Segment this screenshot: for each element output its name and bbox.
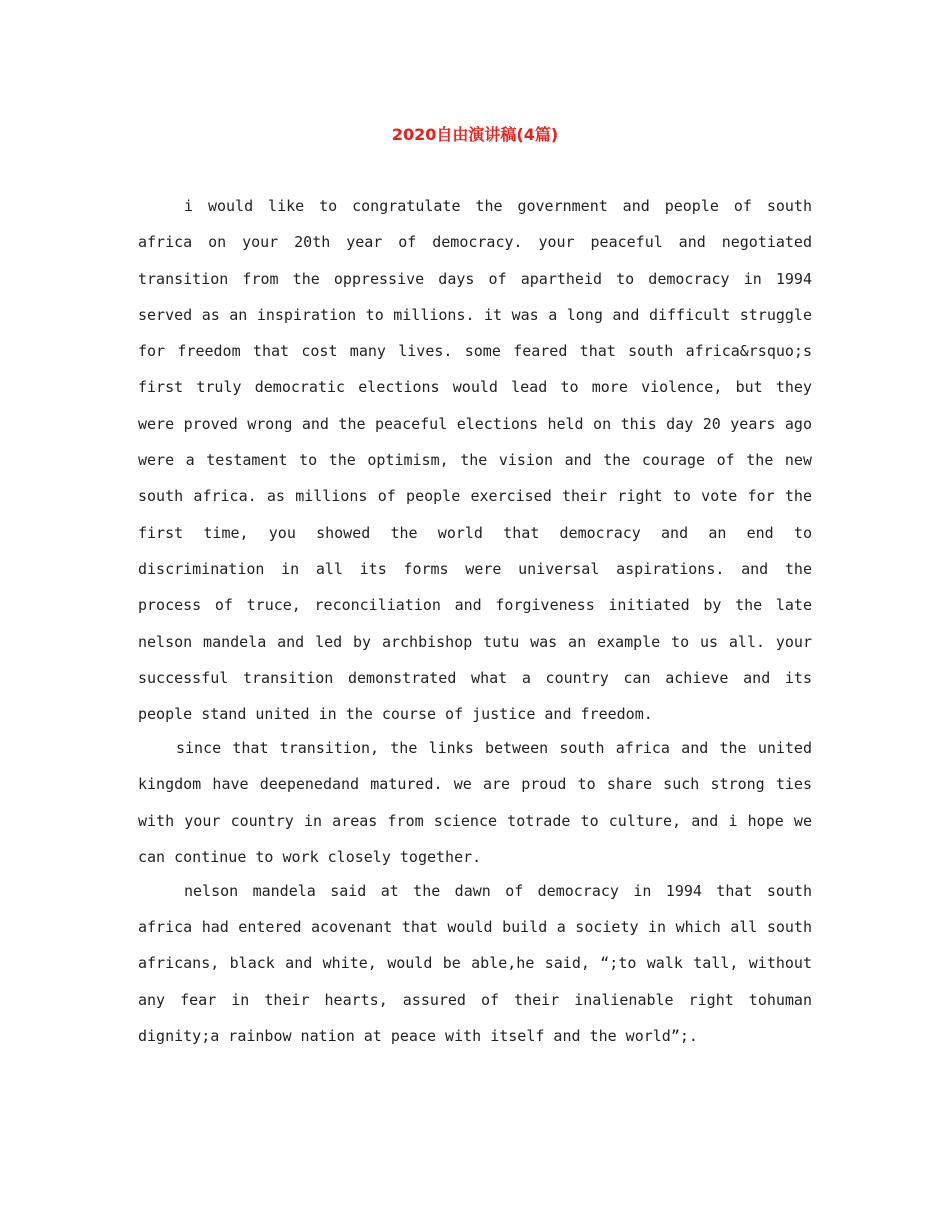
paragraph-2: since that transition, the links between south africa and the united kingdom have deepenedand matured. we are proud to share such strong ties with your country in areas from science totrade to culture, and i hope we can continue to work closely together. [138, 738, 812, 866]
paragraph-3: nelson mandela said at the dawn of democracy in 1994 that south africa had entered acovenant that would build a society in which all south africans, black and white, would be able,he said, “;to walk tall, without any fear in their hearts, assured of their inalienable right tohuman dignity;a rainbow nation at peace with itself and the world”;. [138, 881, 812, 1045]
paragraph-1: i would like to congratulate the government and people of south africa on your 20th year of democracy. your peaceful and negotiated transition from the oppressive days of apartheid to democracy in 1994 served as an inspiration to millions. it was a long and difficult struggle for freedom that cost many lives. some feared that south africa&rsquo;s first truly democratic elections would lead to more violence, but they were proved wrong and the peaceful elections held on this day 20 years ago were a testament to the optimism, the vision and the courage of the new south africa. as millions of people exercised their right to vote for the first time, you showed the world that democracy and an end to discrimination in all its forms were universal aspirations. and the process of truce, reconciliation and forgiveness initiated by the late nelson mandela and led by archbishop tutu was an example to us all. your successful transition demonstrated what a country can achieve and its people stand united in the course of justice and freedom. [138, 197, 812, 724]
document-body [138, 188, 812, 1054]
document-title: 2020自由演讲稿(4篇) [391, 125, 559, 144]
